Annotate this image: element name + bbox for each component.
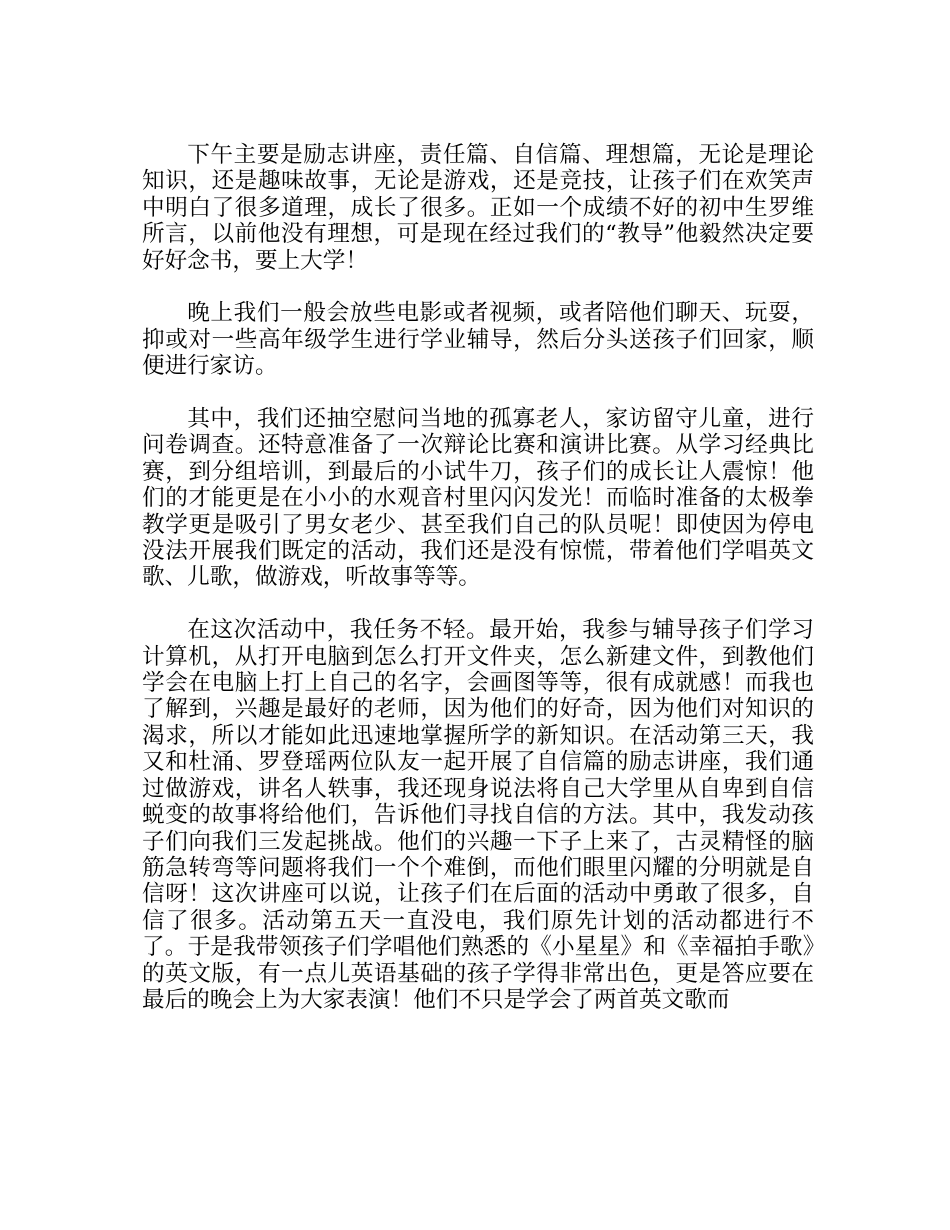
paragraph-my-tasks: 在这次活动中，我任务不轻。最开始，我参与辅导孩子们学习计算机，从打开电脑到怎么打开文件夹，怎么新建文件，到教他们学会在电脑上打上自己的名字，会画图等等，很有成就感！而我也了解到，兴趣是最好的老师，因为他们的好奇，因为他们对知识的渴求，所以才能如此迅速地掌握所学的新知识。在活动第三天，我又和杜涌、罗登瑶两位队友一起开展了自信篇的励志讲座，我们通过做游戏，讲名人轶事，我还现身说法将自己大学里从自卑到自信蜕变的故事将给他们，告诉他们寻找自信的方法。其中，我发动孩子们向我们三发起挑战。他们的兴趣一下子上来了，古灵精怪的脑筋急转弯等问题将我们一个个难倒，而他们眼里闪耀的分明就是自信呀！这次讲座可以说，让孩子们在后面的活动中勇敢了很多，自信了很多。活动第五天一直没电，我们原先计划的活动都进行不了。于是我带领孩子们学唱他们熟悉的《小星星》和《幸福拍手歌》的英文版，有一点儿英语基础的孩子学得非常出色，更是答应要在最后的晚会上为大家表演！他们不只是学会了两首英文歌而 [142, 617, 814, 1013]
paragraph-afternoon-lectures: 下午主要是励志讲座，责任篇、自信篇、理想篇，无论是理论知识，还是趣味故事，无论是游戏，还是竞技，让孩子们在欢笑声中明白了很多道理，成长了很多。正如一个成绩不好的初中生罗维所言，以前他没有理想，可是现在经过我们的“教导”他毅然决定要好好念书，要上大学！ [142, 142, 814, 274]
paragraph-evening-activities: 晚上我们一般会放些电影或者视频，或者陪他们聊天、玩耍，抑或对一些高年级学生进行学业辅导，然后分头送孩子们回家，顺便进行家访。 [142, 300, 814, 380]
paragraph-visits-and-competitions: 其中，我们还抽空慰问当地的孤寡老人，家访留守儿童，进行问卷调查。还特意准备了一次辩论比赛和演讲比赛。从学习经典比赛，到分组培训，到最后的小试牛刀，孩子们的成长让人震惊！他们的才能更是在小小的水观音村里闪闪发光！而临时准备的太极拳教学更是吸引了男女老少、甚至我们自己的队员呢！即使因为停电没法开展我们既定的活动，我们还是没有惊慌，带着他们学唱英文歌、儿歌，做游戏，听故事等等。 [142, 406, 814, 591]
document-body [142, 142, 814, 1013]
